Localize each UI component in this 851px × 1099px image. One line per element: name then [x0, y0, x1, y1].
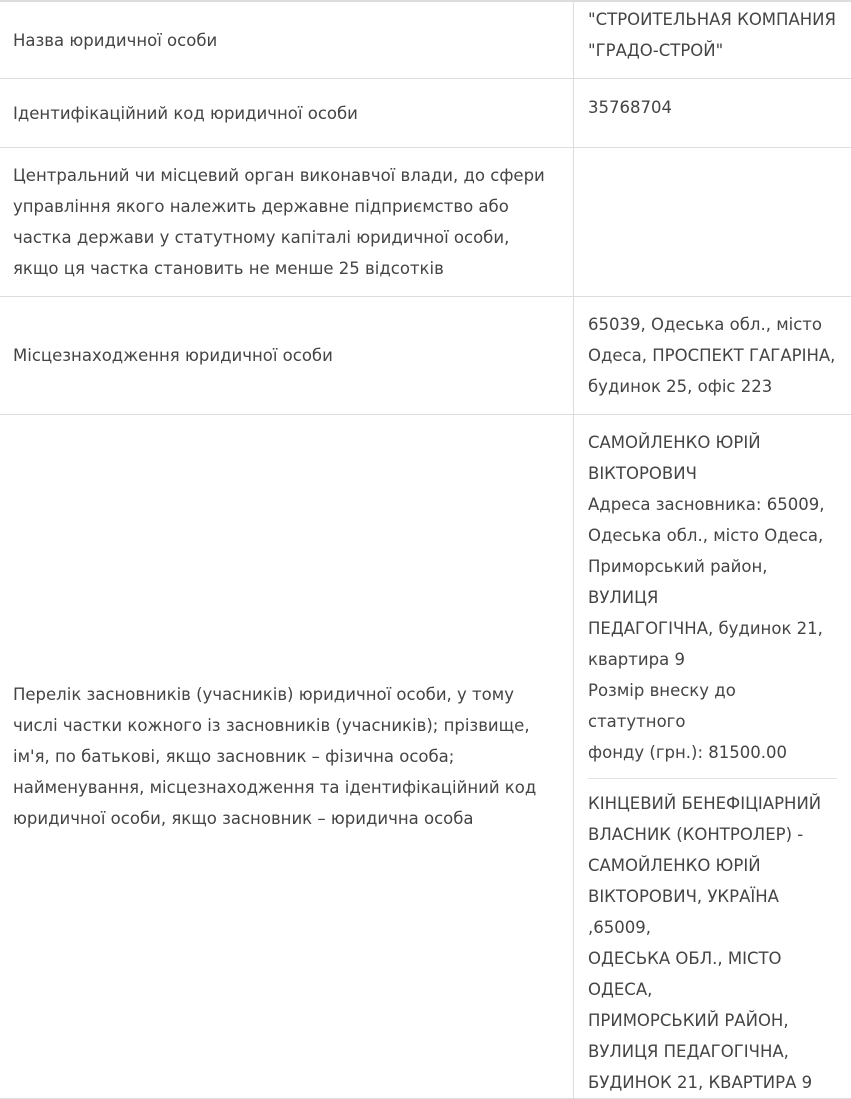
table-row-location: [0, 297, 851, 415]
founder-block: [588, 427, 837, 779]
table-row-name: [0, 1, 851, 79]
row-label-location: Місцезнаходження юридичної особи: [0, 297, 574, 415]
beneficiary-line: ОДЕСЬКА ОБЛ., МІСТО ОДЕСА,: [588, 943, 837, 1005]
row-value-location: [574, 297, 851, 415]
beneficiary-block: [588, 779, 837, 1098]
founder-line: ПЕДАГОГІЧНА, будинок 21,: [588, 613, 837, 644]
row-value-name: [574, 1, 851, 79]
beneficiary-line: ВУЛИЦЯ ПЕДАГОГІЧНА,: [588, 1036, 837, 1067]
location-line-1: 65039, Одеська обл., місто: [588, 309, 837, 340]
beneficiary-line: ВЛАСНИК (КОНТРОЛЕР) -: [588, 819, 837, 850]
row-label-code: Ідентифікаційний код юридичної особи: [0, 79, 574, 148]
founder-line: САМОЙЛЕНКО ЮРІЙ: [588, 427, 837, 458]
beneficiary-line: САМОЙЛЕНКО ЮРІЙ: [588, 850, 837, 881]
beneficiary-line: ПРИМОРСЬКИЙ РАЙОН,: [588, 1005, 837, 1036]
founder-line: ВІКТОРОВИЧ: [588, 458, 837, 489]
beneficiary-line: КІНЦЕВИЙ БЕНЕФІЦІАРНИЙ: [588, 788, 837, 819]
founder-line: квартира 9: [588, 644, 837, 675]
table-row-authority: [0, 148, 851, 297]
row-value-founders: [574, 415, 851, 1099]
table-row-code: [0, 79, 851, 148]
location-line-2: Одеса, ПРОСПЕКТ ГАГАРІНА,: [588, 340, 837, 371]
name-line-2: "ГРАДО-СТРОЙ": [588, 35, 837, 66]
founder-line: фонду (грн.): 81500.00: [588, 737, 837, 768]
beneficiary-line: БУДИНОК 21, КВАРТИРА 9: [588, 1067, 837, 1098]
name-line-1: "СТРОИТЕЛЬНАЯ КОМПАНИЯ: [588, 4, 837, 35]
beneficiary-line: ВІКТОРОВИЧ, УКРАЇНА ,65009,: [588, 881, 837, 943]
founder-line: Одеська обл., місто Одеса,: [588, 520, 837, 551]
row-label-name: Назва юридичної особи: [0, 1, 574, 79]
location-line-3: будинок 25, офіс 223: [588, 371, 837, 402]
founder-line: Розмір внеску до статутного: [588, 675, 837, 737]
row-value-code: 35768704: [574, 79, 851, 148]
founder-line: Адреса засновника: 65009,: [588, 489, 837, 520]
row-label-founders: Перелік засновників (учасників) юридичної особи, у тому числі частки кожного із засновників (учасників); прізвище, ім'я, по батькові, якщо засновник – фізична особа; найменування, місцезнаходження та ідентифікаційний код юридичної особи, якщо засновник – юридична особа: [0, 415, 574, 1099]
founder-line: Приморський район, ВУЛИЦЯ: [588, 551, 837, 613]
row-value-authority: [574, 148, 851, 297]
row-label-authority: Центральний чи місцевий орган виконавчої влади, до сфери управління якого належить державне підприємство або частка держави у статутному капіталі юридичної особи, якщо ця частка становить не менше 25 відсотків: [0, 148, 574, 297]
table-row-founders: [0, 415, 851, 1099]
